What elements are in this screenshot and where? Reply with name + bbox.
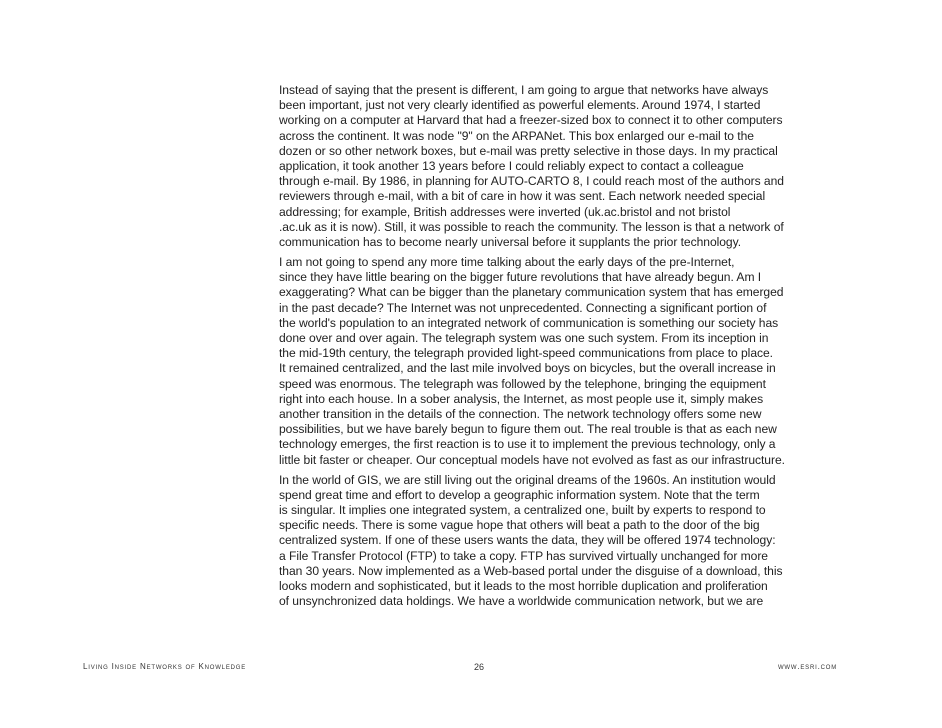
text-line: exaggerating? What can be bigger than the planetary communication system that has emerged	[279, 285, 784, 300]
text-line: In the world of GIS, we are still living out the original dreams of the 1960s. An institution would	[279, 472, 776, 487]
text-line: of unsynchronized data holdings. We have a worldwide communication network, but we are	[279, 594, 764, 609]
text-line: than 30 years. Now implemented as a Web-based portal under the disguise of a download, this	[279, 563, 783, 578]
paragraph-2	[279, 255, 839, 468]
text-line: dozen or so other network boxes, but e-mail was pretty selective in those days. In my practical	[279, 143, 778, 158]
text-line: the world's population to an integrated network of communication is something our society has	[279, 315, 779, 330]
paragraph-1	[279, 83, 839, 250]
text-line: speed was enormous. The telegraph was followed by the telephone, bringing the equipment	[279, 376, 766, 391]
text-line: looks modern and sophisticated, but it leads to the most horrible duplication and proliferation	[279, 579, 768, 593]
text-line: working on a computer at Harvard that had a freezer-sized box to connect it to other computers	[279, 113, 783, 128]
text-line: reviewers through e-mail, with a bit of care in how it was sent. Each network needed special	[279, 189, 766, 204]
text-line: application, it took another 13 years before I could reliably expect to contact a colleague	[279, 158, 744, 173]
text-line: across the continent. It was node "9" on the ARPANet. This box enlarged our e-mail to the	[279, 128, 754, 143]
text-line: is singular. It implies one integrated system, a centralized one, built by experts to respond to	[279, 503, 766, 518]
page-number: 26	[474, 662, 485, 672]
text-line: I am not going to spend any more time talking about the early days of the pre-Internet,	[279, 255, 735, 270]
text-line: communication has to become nearly universal before it supplants the prior technology.	[279, 234, 742, 249]
text-line: another transition in the details of the connection. The network technology offers some new	[279, 406, 762, 421]
text-line: been important, just not very clearly identified as powerful elements. Around 1974, I started	[279, 98, 761, 113]
footer-title: Living Inside Networks of Knowledge	[83, 662, 247, 671]
text-line: technology emerges, the first reaction is to use it to implement the previous technology, only a	[279, 437, 776, 452]
text-line: the mid-19th century, the telegraph provided light-speed communications from place to place.	[279, 346, 773, 361]
text-line: .ac.uk as it is now). Still, it was possible to reach the community. The lesson is that a network of	[279, 219, 784, 234]
text-line: centralized system. If one of these users wants the data, they will be offered 1974 technology:	[279, 533, 776, 548]
text-line: Instead of saying that the present is different, I am going to argue that networks have always	[279, 83, 769, 97]
text-line: in the past decade? The Internet was not unprecedented. Connecting a significant portion of	[279, 300, 767, 315]
text-line: right into each house. In a sober analysis, the Internet, as most people use it, simply makes	[279, 391, 764, 406]
text-line: since they have little bearing on the bigger future revolutions that have already begun. Am I	[279, 270, 762, 285]
text-line: a File Transfer Protocol (FTP) to take a copy. FTP has survived virtually unchanged for more	[279, 548, 768, 563]
text-line: It remained centralized, and the last mile involved boys on bicycles, but the overall increase in	[279, 361, 776, 376]
text-line: little bit faster or cheaper. Our conceptual models have not evolved as fast as our infrastructure.	[279, 452, 785, 467]
text-line: spend great time and effort to develop a geographic information system. Note that the term	[279, 487, 760, 502]
text-line: through e-mail. By 1986, in planning for AUTO-CARTO 8, I could reach most of the authors and	[279, 174, 784, 189]
text-line: specific needs. There is some vague hope that others will beat a path to the door of the big	[279, 518, 760, 533]
text-line: addressing; for example, British addresses were inverted (uk.ac.bristol and not bristol	[279, 204, 731, 219]
text-line: possibilities, but we have barely begun to figure them out. The real trouble is that as each new	[279, 422, 777, 437]
footer-url[interactable]: www.esri.com	[777, 662, 837, 671]
body-text	[279, 83, 839, 614]
text-line: done over and over again. The telegraph system was one such system. From its inception in	[279, 331, 769, 345]
paragraph-3	[279, 473, 839, 610]
